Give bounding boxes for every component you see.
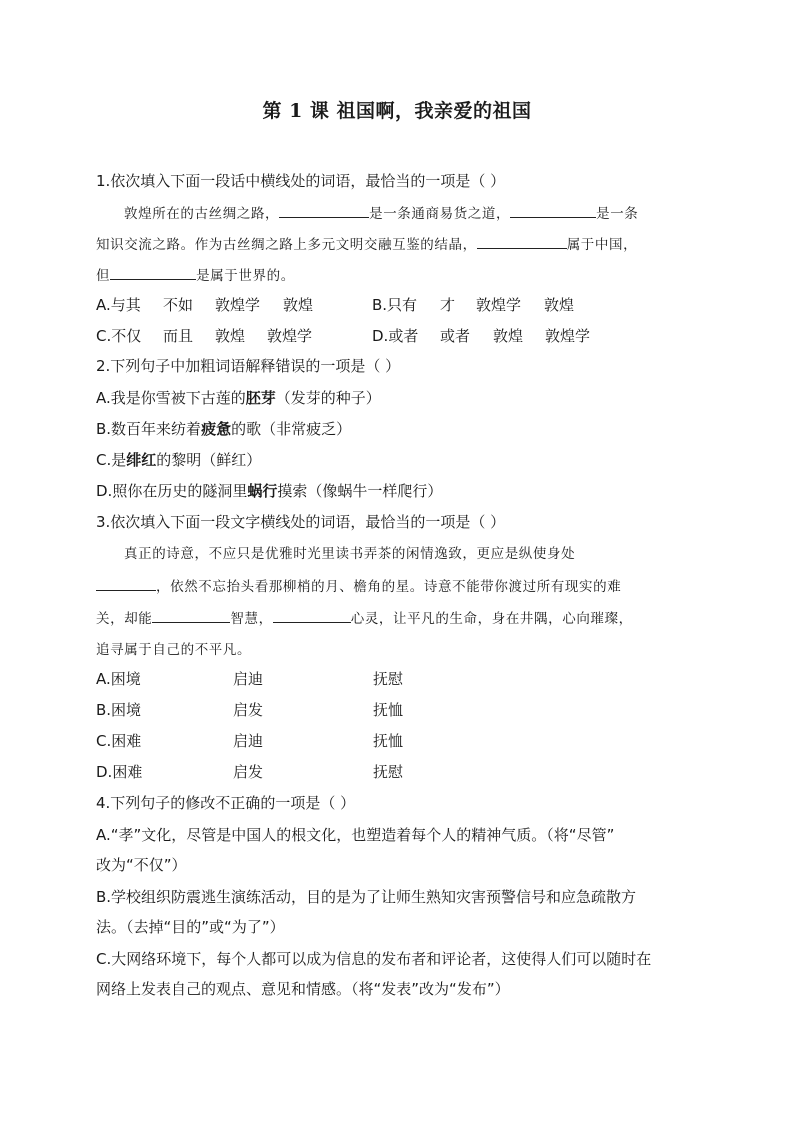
q2-option-c	[96, 450, 261, 470]
q3-passage-line-2	[96, 576, 621, 597]
page-title: 第 1 课 祖国啊，我亲爱的祖国	[262, 100, 532, 122]
q2-option-a	[96, 388, 381, 408]
q1-option-a-word-1: 不如	[163, 296, 194, 314]
fill-blank	[510, 203, 596, 218]
q1-option-b-word-1: 才	[440, 296, 456, 314]
q1-option-a-word-2: 敦煌学	[215, 296, 261, 314]
q1-p3-text-a: 但	[96, 268, 111, 284]
q4-option-b-line-1: B.学校组织防震逃生演练活动，目的是为了让师生熟知灾害预警信号和应急疏散方	[96, 888, 637, 906]
fill-blank	[96, 576, 156, 591]
q2-c-text: C.是	[96, 451, 127, 469]
q2-d-bold-word: 蜗行	[247, 482, 278, 500]
q1-option-c-label: C.不仅	[96, 327, 142, 345]
q1-option-d-word-1: 或者	[440, 327, 471, 345]
q3-option-a-word-1: 启迪	[233, 670, 264, 688]
q1-p2-text-b: 属于中国，	[566, 237, 638, 253]
q2-stem: 2.下列句子中加粗词语解释错误的一项是（ ）	[96, 357, 401, 375]
q2-option-b	[96, 419, 351, 439]
q3-option-b-word-2: 抚恤	[373, 701, 404, 719]
fill-blank	[279, 203, 369, 218]
q4-option-a-line-2: 改为“不仅”）	[96, 856, 187, 874]
q3-option-d-word-1: 启发	[233, 763, 264, 781]
q1-p3-text-b: 是属于世界的。	[196, 268, 295, 284]
q3-p3-text-a: 关，却能	[96, 611, 153, 627]
q3-option-c-word-1: 启迪	[233, 732, 264, 750]
q3-option-c-word-2: 抚恤	[373, 732, 404, 750]
q2-b-explanation: 的歌（非常疲乏）	[231, 420, 352, 438]
q1-option-b-word-3: 敦煌	[544, 296, 575, 314]
q2-option-d	[96, 481, 442, 501]
q4-option-c-line-2: 网络上发表自己的观点、意见和情感。（将“发表”改为“发布”）	[96, 980, 510, 998]
q1-option-a-label: A.与其	[96, 296, 141, 314]
fill-blank	[110, 265, 196, 280]
q1-stem: 1.依次填入下面一段话中横线处的词语，最恰当的一项是（ ）	[96, 172, 506, 190]
q1-option-a-word-3: 敦煌	[283, 296, 314, 314]
q3-option-c-label: C.困难	[96, 732, 142, 750]
q3-option-a-label: A.困境	[96, 670, 141, 688]
q4-option-b-line-2: 法。（去掉“目的”或“为了”）	[96, 918, 285, 936]
q1-p1-text-b: 是一条通商易货之道，	[369, 206, 511, 222]
q1-option-b-word-2: 敦煌学	[476, 296, 522, 314]
q3-stem: 3.依次填入下面一段文字横线处的词语，最恰当的一项是（ ）	[96, 513, 506, 531]
q4-option-a-line-1: A.“孝”文化，尽管是中国人的根文化，也塑造着每个人的精神气质。（将“尽管”	[96, 826, 615, 844]
q3-option-d-word-2: 抚慰	[373, 763, 404, 781]
q2-c-bold-word: 绯红	[126, 451, 157, 469]
q3-p3-text-b: 智慧，	[230, 611, 273, 627]
q3-passage-line-3	[96, 608, 633, 629]
fill-blank	[152, 608, 230, 623]
q3-option-b-label: B.困境	[96, 701, 142, 719]
q1-passage-line-2	[96, 234, 637, 255]
q1-option-c-word-3: 敦煌学	[267, 327, 313, 345]
q2-b-text: B.数百年来纺着	[96, 420, 202, 438]
q2-a-text: A.我是你雪被下古莲的	[96, 389, 246, 407]
q2-b-bold-word: 疲惫	[201, 420, 232, 438]
q4-option-c-line-1: C.大网络环境下，每个人都可以成为信息的发布者和评论者，这使得人们可以随时在	[96, 950, 652, 968]
q2-a-bold-word: 胚芽	[245, 389, 276, 407]
q1-option-c-word-2: 敦煌	[215, 327, 246, 345]
fill-blank	[477, 234, 567, 249]
q1-p1-text-a: 敦煌所在的古丝绸之路，	[124, 206, 280, 222]
q3-option-d-label: D.困难	[96, 763, 143, 781]
q1-p1-text-c: 是一条	[596, 206, 639, 222]
q3-p2-text: ，依然不忘抬头看那柳梢的月、檐角的星。诗意不能带你渡过所有现实的难	[156, 579, 622, 595]
q1-option-c-word-1: 而且	[163, 327, 194, 345]
q3-passage-line-1: 真正的诗意，不应只是优雅时光里读书弄茶的闲情逸致，更应是纵使身处	[124, 546, 576, 562]
q3-passage-line-4: 追寻属于自己的不平凡。	[96, 642, 252, 658]
q3-option-b-word-1: 启发	[233, 701, 264, 719]
q2-c-explanation: 的黎明（鲜红）	[156, 451, 262, 469]
q1-option-d-label: D.或者	[372, 327, 419, 345]
fill-blank	[273, 608, 351, 623]
q1-passage-line-1	[124, 203, 638, 224]
q2-d-explanation: 摸索（像蜗牛一样爬行）	[277, 482, 443, 500]
q2-a-explanation: （发芽的种子）	[275, 389, 381, 407]
q1-option-b-label: B.只有	[372, 296, 418, 314]
q4-stem: 4.下列句子的修改不正确的一项是（ ）	[96, 794, 356, 812]
q3-p3-text-c: 心灵，让平凡的生命，身在井隅，心向璀璨，	[350, 611, 633, 627]
q1-p2-text-a: 知识交流之路。作为古丝绸之路上多元文明交融互鉴的结晶，	[96, 237, 477, 253]
q3-option-a-word-2: 抚慰	[373, 670, 404, 688]
q1-passage-line-3	[96, 265, 295, 286]
q2-d-text: D.照你在历史的隧洞里	[96, 482, 248, 500]
q1-option-d-word-3: 敦煌学	[545, 327, 591, 345]
q1-option-d-word-2: 敦煌	[493, 327, 524, 345]
